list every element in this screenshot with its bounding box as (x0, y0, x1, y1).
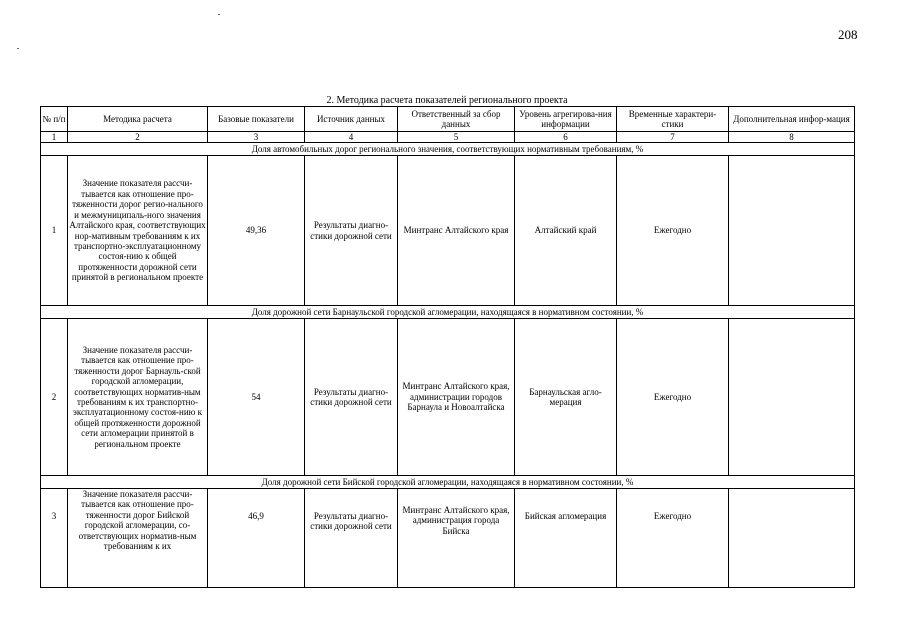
table-row (41, 156, 855, 306)
aggregation-level: Барнаульская агло-мерация (515, 319, 617, 476)
time-characteristic: Ежегодно (617, 319, 729, 476)
page-number: 208 (838, 27, 858, 42)
time-characteristic: Ежегодно (617, 489, 729, 588)
column-number: 4 (305, 132, 398, 143)
section-heading: Доля дорожной сети Бийской городской агломерации, находящаяся в нормативном состоянии, % (41, 476, 855, 489)
header-cell: № п/п (41, 107, 68, 132)
additional-info (729, 319, 855, 476)
header-cell: Дополнительная инфор-мация (729, 107, 855, 132)
column-number: 1 (41, 132, 68, 143)
section-heading-row (41, 306, 855, 319)
column-number: 6 (515, 132, 617, 143)
data-source: Результаты диагно-стики дорожной сети (305, 156, 398, 306)
additional-info (729, 156, 855, 306)
method-cell: Значение показателя рассчи-тывается как отношение про-тяженности дорог Барнауль-ской городской агломерации, соответствующих норматив-ным требованиям к их транспортно-эксплуатационному состоя-нию к общей протяженности дорожной сети агломерации принятой в региональном проекте (68, 319, 208, 476)
row-number: 3 (41, 489, 68, 588)
header-cell: Базовые показатели (208, 107, 305, 132)
column-number-row (41, 132, 855, 143)
methodology-table (40, 106, 855, 588)
method-cell: Значение показателя рассчи-тывается как отношение про-тяженности дорог Бийской городской агломерации, со-ответствующих норматив-ным требованиям к их (68, 489, 208, 588)
table-title: 2. Методика расчета показателей регионального проекта (326, 95, 568, 106)
header-cell: Ответственный за сбор данных (398, 107, 515, 132)
additional-info (729, 489, 855, 588)
scan-speck (218, 14, 220, 15)
table-row (41, 489, 855, 588)
responsible: Минтранс Алтайского края, администрации городов Барнаула и Новоалтайска (398, 319, 515, 476)
column-number: 8 (729, 132, 855, 143)
column-number: 3 (208, 132, 305, 143)
responsible: Минтранс Алтайского края (398, 156, 515, 306)
data-source: Результаты диагно-стики дорожной сети (305, 319, 398, 476)
base-value: 46,9 (208, 489, 305, 588)
section-heading: Доля автомобильных дорог регионального значения, соответствующих нормативным требованиям, % (41, 143, 855, 156)
time-characteristic: Ежегодно (617, 156, 729, 306)
data-source: Результаты диагно-стики дорожной сети (305, 489, 398, 588)
header-cell: Уровень агрегирова-ния информации (515, 107, 617, 132)
aggregation-level: Бийская агломерация (515, 489, 617, 588)
section-heading-row (41, 476, 855, 489)
section-heading: Доля дорожной сети Барнаульской городской агломерации, находящаяся в нормативном состоянии, % (41, 306, 855, 319)
column-number: 7 (617, 132, 729, 143)
section-heading-row (41, 143, 855, 156)
responsible: Минтранс Алтайского края, администрация города Бийска (398, 489, 515, 588)
method-cell: Значение показателя рассчи-тывается как отношение про-тяженности дорог регио-нального и межмуниципаль-ного значения Алтайского края, соответствующих нор-мативным требованиям к их транспортно-эксплуатационному состоя-нию к общей протяженности дорожной сети принятой в региональном проекте (68, 156, 208, 306)
column-number: 5 (398, 132, 515, 143)
row-number: 1 (41, 156, 68, 306)
scan-speck (17, 48, 19, 49)
header-row (41, 107, 855, 132)
table-row (41, 319, 855, 476)
aggregation-level: Алтайский край (515, 156, 617, 306)
column-number: 2 (68, 132, 208, 143)
base-value: 49,36 (208, 156, 305, 306)
header-cell: Временные характери-стики (617, 107, 729, 132)
header-cell: Методика расчета (68, 107, 208, 132)
base-value: 54 (208, 319, 305, 476)
row-number: 2 (41, 319, 68, 476)
header-cell: Источник данных (305, 107, 398, 132)
